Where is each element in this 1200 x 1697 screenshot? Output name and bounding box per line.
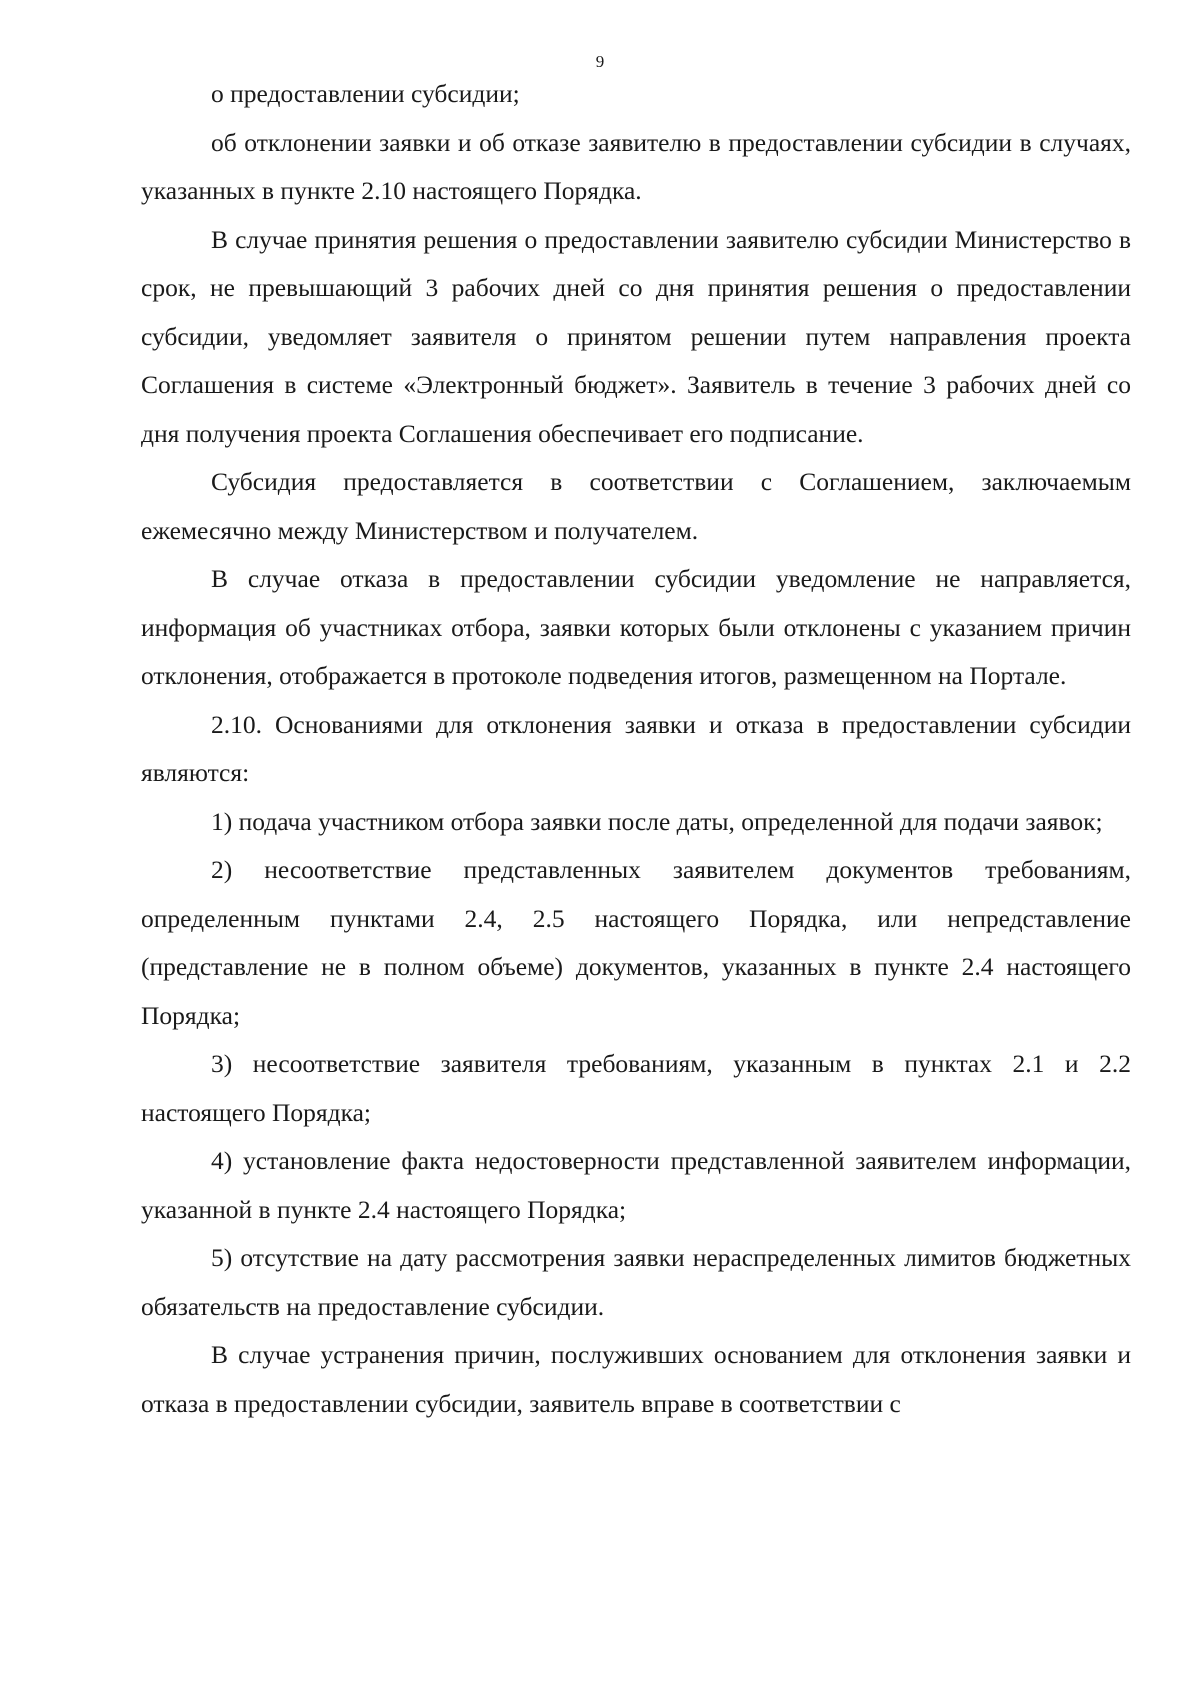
paragraph-7: В случае устранения причин, послуживших основанием для отклонения заявки и отказа в предоставлении субсидии, заявитель вправе в соответствии с <box>141 1340 1131 1418</box>
list-item-4: 4) установление факта недостоверности представленной заявителем информации, указанной в пункте 2.4 настоящего Порядка; <box>141 1146 1131 1224</box>
list-item-3: 3) несоответствие заявителя требованиям, указанным в пунктах 2.1 и 2.2 настоящего Порядка; <box>141 1049 1131 1127</box>
list-item-1: 1) подача участником отбора заявки после даты, определенной для подачи заявок; <box>211 806 1103 836</box>
paragraph-2: об отклонении заявки и об отказе заявителю в предоставлении субсидии в случаях, указанных в пункте 2.10 настоящего Порядка. <box>141 127 1131 205</box>
document-body <box>141 70 1131 1428</box>
page-number: 9 <box>595 52 605 71</box>
paragraph-6: 2.10. Основаниями для отклонения заявки и отказа в предоставлении субсидии являются: <box>141 709 1131 787</box>
list-item-2: 2) несоответствие представленных заявителем документов требованиям, определенным пунктами 2.4, 2.5 настоящего Порядка, или непредставление (представление не в полном объеме) документов, указанных в пункте 2.4 настоящего Порядка; <box>141 855 1131 1030</box>
list-item-5: 5) отсутствие на дату рассмотрения заявки нераспределенных лимитов бюджетных обязательств на предоставление субсидии. <box>141 1243 1131 1321</box>
paragraph-1: о предоставлении субсидии; <box>211 79 520 108</box>
paragraph-4: Субсидия предоставляется в соответствии с Соглашением, заключаемым ежемесячно между Министерством и получателем. <box>141 467 1131 545</box>
paragraph-5: В случае отказа в предоставлении субсидии уведомление не направляется, информация об участниках отбора, заявки которых были отклонены с указанием причин отклонения, отображается в протоколе подведения итогов, размещенном на Портале. <box>141 564 1131 690</box>
paragraph-3: В случае принятия решения о предоставлении заявителю субсидии Министерство в срок, не превышающий 3 рабочих дней со дня принятия решения о предоставлении субсидии, уведомляет заявителя о принятом решении путем направления проекта Соглашения в системе «Электронный бюджет». Заявитель в течение 3 рабочих дней со дня получения проекта Соглашения обеспечивает его подписание. <box>141 224 1131 448</box>
